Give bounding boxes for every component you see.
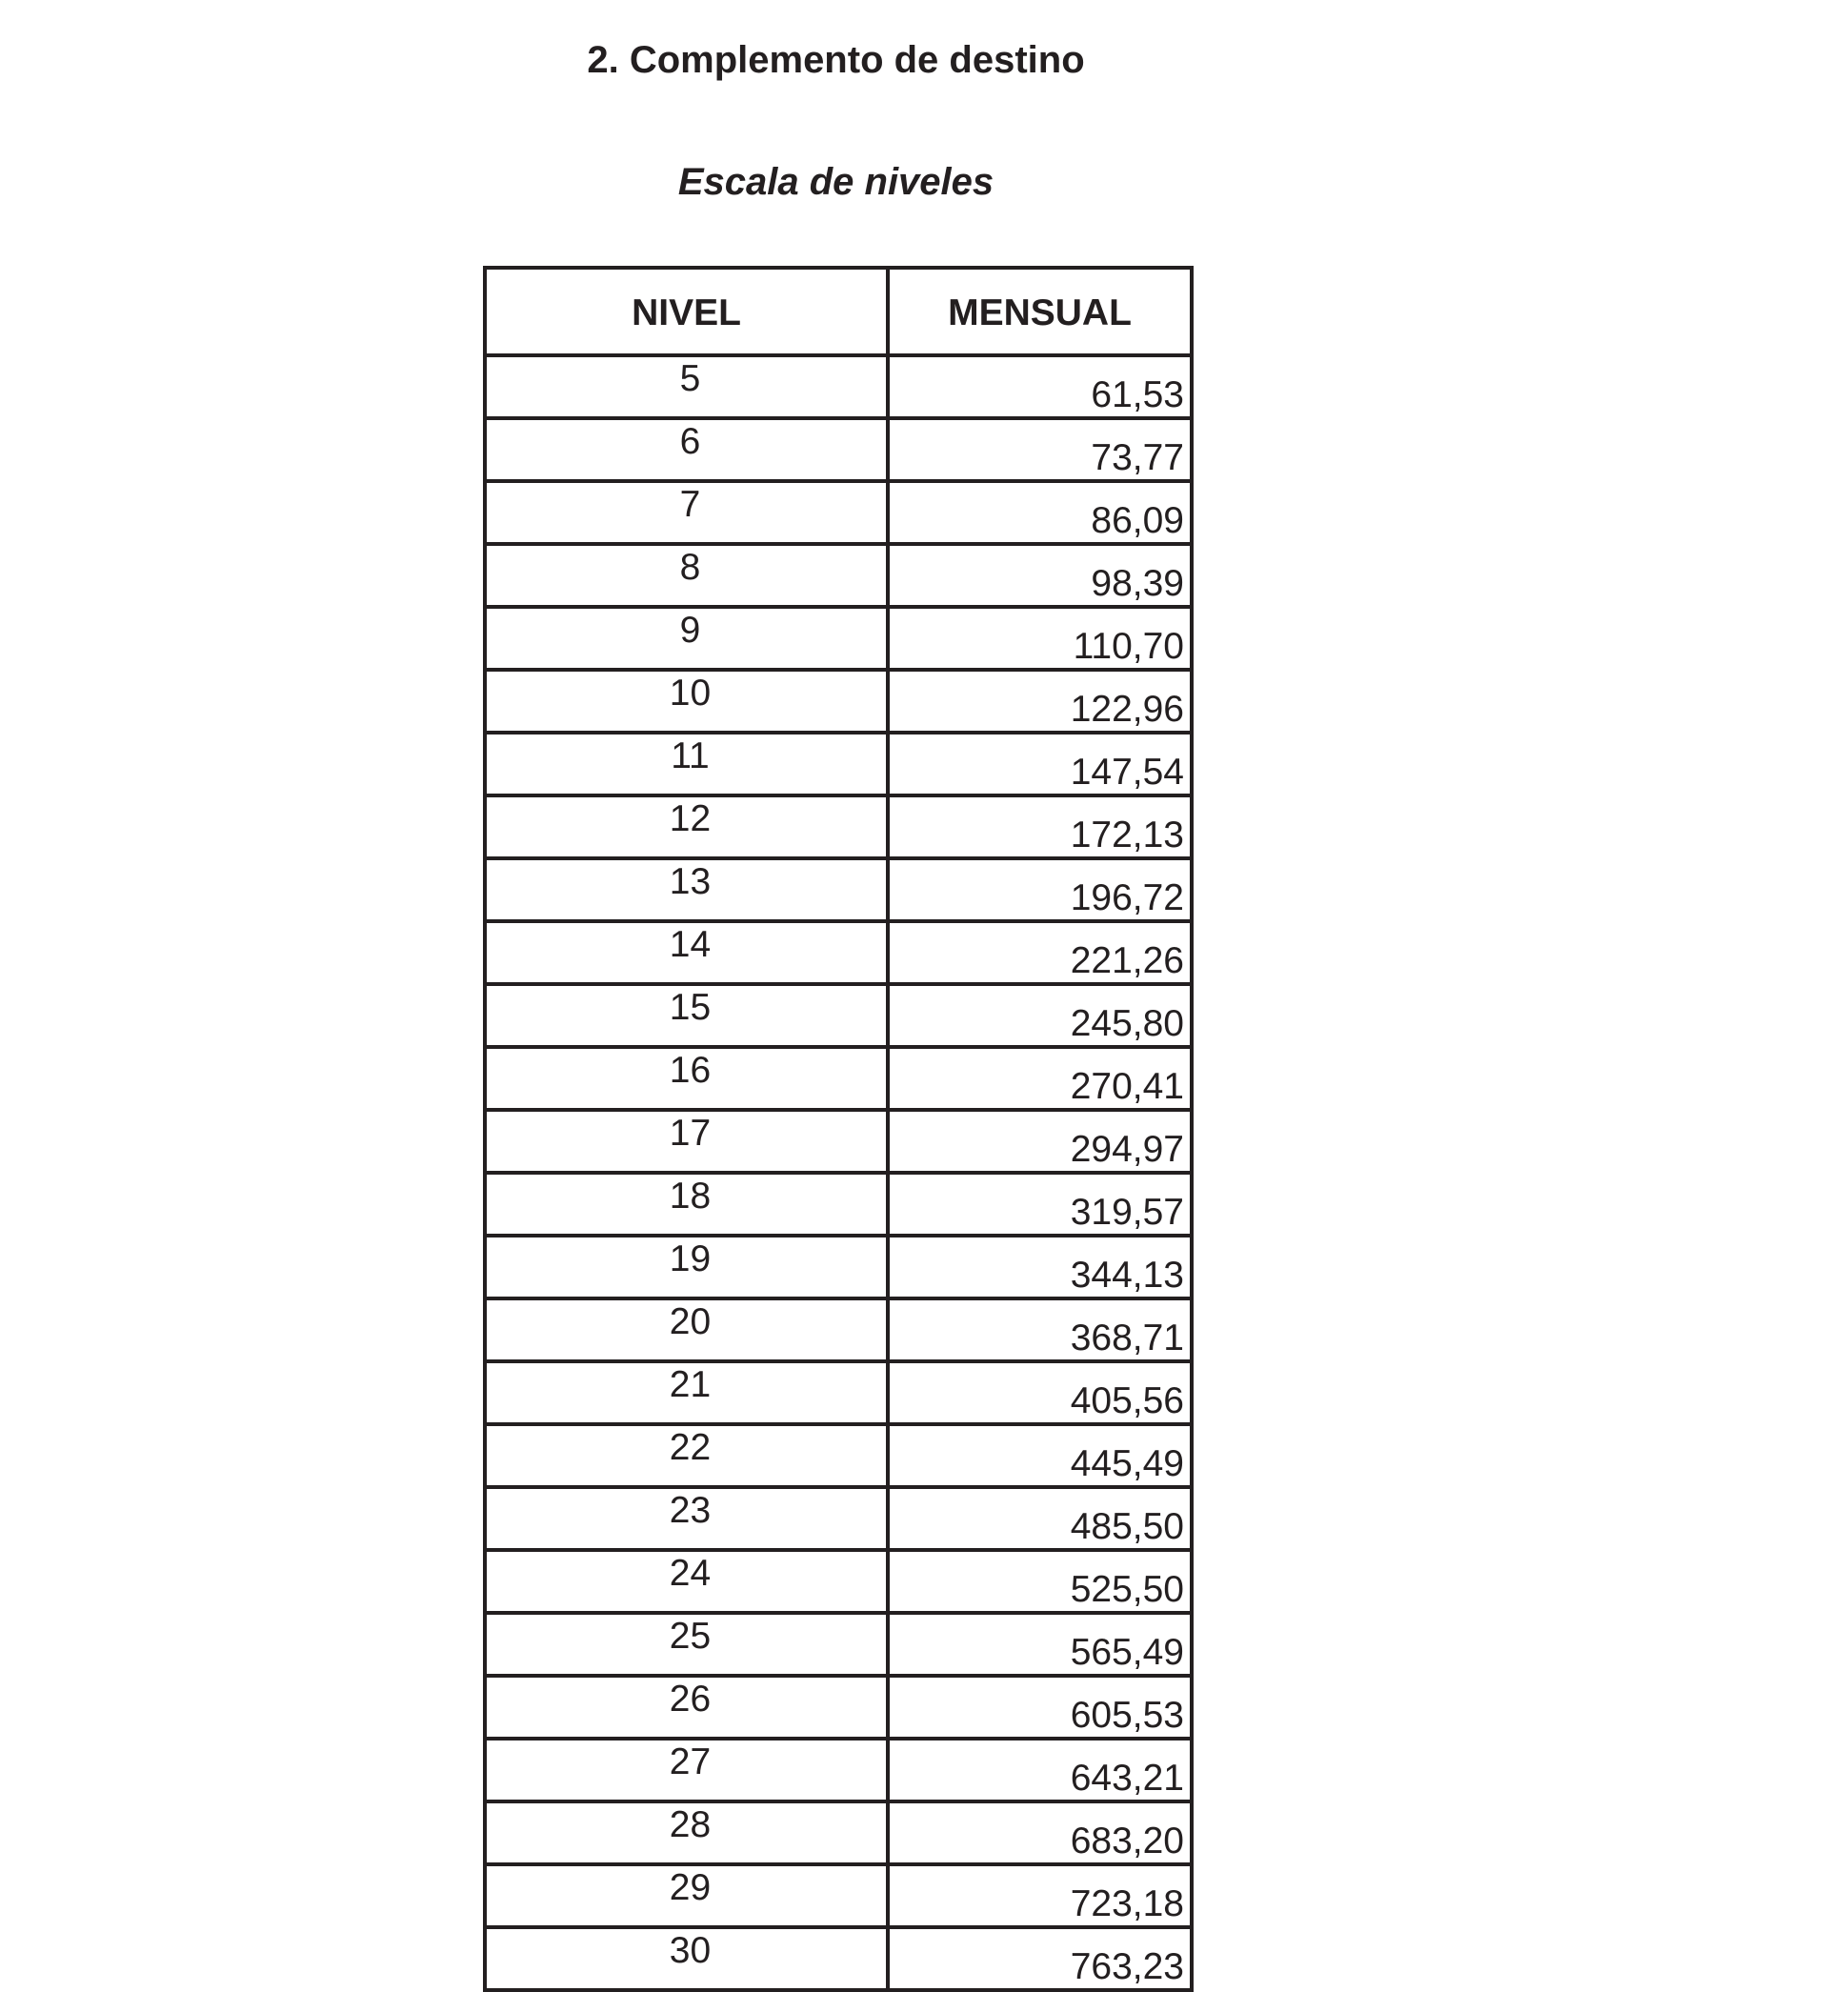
- nivel-cell: 19: [485, 1236, 888, 1298]
- table-row: [485, 355, 1192, 418]
- mensual-cell: 763,23: [888, 1927, 1192, 1990]
- nivel-cell: 28: [485, 1801, 888, 1864]
- mensual-cell: 98,39: [888, 544, 1192, 607]
- nivel-cell: 21: [485, 1361, 888, 1424]
- nivel-cell: 10: [485, 670, 888, 733]
- table-row: [485, 921, 1192, 984]
- nivel-cell: 18: [485, 1173, 888, 1236]
- mensual-cell: 73,77: [888, 418, 1192, 481]
- nivel-cell: 26: [485, 1676, 888, 1739]
- mensual-cell: 196,72: [888, 858, 1192, 921]
- mensual-cell: 122,96: [888, 670, 1192, 733]
- mensual-cell: 147,54: [888, 733, 1192, 795]
- nivel-cell: 6: [485, 418, 888, 481]
- table-row: [485, 1110, 1192, 1173]
- table-row: [485, 418, 1192, 481]
- nivel-cell: 14: [485, 921, 888, 984]
- nivel-cell: 5: [485, 355, 888, 418]
- nivel-cell: 29: [485, 1864, 888, 1927]
- table-row: [485, 1864, 1192, 1927]
- nivel-cell: 8: [485, 544, 888, 607]
- nivel-cell: 30: [485, 1927, 888, 1990]
- mensual-cell: 405,56: [888, 1361, 1192, 1424]
- nivel-cell: 27: [485, 1739, 888, 1801]
- column-header-nivel: NIVEL: [485, 268, 888, 355]
- table-body: [485, 355, 1192, 1990]
- nivel-cell: 22: [485, 1424, 888, 1487]
- mensual-cell: 525,50: [888, 1550, 1192, 1613]
- nivel-cell: 17: [485, 1110, 888, 1173]
- nivel-cell: 12: [485, 795, 888, 858]
- nivel-cell: 11: [485, 733, 888, 795]
- table-header-row: [485, 268, 1192, 355]
- nivel-cell: 7: [485, 481, 888, 544]
- mensual-cell: 294,97: [888, 1110, 1192, 1173]
- table-row: [485, 984, 1192, 1047]
- mensual-cell: 270,41: [888, 1047, 1192, 1110]
- table-row: [485, 1801, 1192, 1864]
- table-row: [485, 858, 1192, 921]
- table-row: [485, 1173, 1192, 1236]
- mensual-cell: 61,53: [888, 355, 1192, 418]
- nivel-cell: 16: [485, 1047, 888, 1110]
- table-row: [485, 670, 1192, 733]
- mensual-cell: 221,26: [888, 921, 1192, 984]
- mensual-cell: 86,09: [888, 481, 1192, 544]
- table-row: [485, 1361, 1192, 1424]
- mensual-cell: 643,21: [888, 1739, 1192, 1801]
- nivel-cell: 24: [485, 1550, 888, 1613]
- table-row: [485, 1298, 1192, 1361]
- column-header-mensual: MENSUAL: [888, 268, 1192, 355]
- mensual-cell: 683,20: [888, 1801, 1192, 1864]
- table-row: [485, 1739, 1192, 1801]
- mensual-cell: 605,53: [888, 1676, 1192, 1739]
- nivel-cell: 13: [485, 858, 888, 921]
- table-row: [485, 1047, 1192, 1110]
- mensual-cell: 723,18: [888, 1864, 1192, 1927]
- table-caption: Escala de niveles: [677, 161, 994, 203]
- table-row: [485, 1487, 1192, 1550]
- mensual-cell: 445,49: [888, 1424, 1192, 1487]
- table-row: [485, 795, 1192, 858]
- mensual-cell: 485,50: [888, 1487, 1192, 1550]
- section-title: 2. Complemento de destino: [587, 39, 1085, 81]
- mensual-cell: 565,49: [888, 1613, 1192, 1676]
- table-row: [485, 1927, 1192, 1990]
- table-row: [485, 544, 1192, 607]
- table-row: [485, 607, 1192, 670]
- table-row: [485, 1676, 1192, 1739]
- nivel-cell: 20: [485, 1298, 888, 1361]
- mensual-cell: 344,13: [888, 1236, 1192, 1298]
- table-row: [485, 1424, 1192, 1487]
- nivel-cell: 15: [485, 984, 888, 1047]
- mensual-cell: 110,70: [888, 607, 1192, 670]
- mensual-cell: 172,13: [888, 795, 1192, 858]
- table-row: [485, 733, 1192, 795]
- mensual-cell: 319,57: [888, 1173, 1192, 1236]
- table-row: [485, 481, 1192, 544]
- table-row: [485, 1550, 1192, 1613]
- table-row: [485, 1236, 1192, 1298]
- nivel-cell: 25: [485, 1613, 888, 1676]
- level-scale-table: [483, 266, 1194, 1992]
- nivel-cell: 23: [485, 1487, 888, 1550]
- mensual-cell: 245,80: [888, 984, 1192, 1047]
- table-row: [485, 1613, 1192, 1676]
- nivel-cell: 9: [485, 607, 888, 670]
- mensual-cell: 368,71: [888, 1298, 1192, 1361]
